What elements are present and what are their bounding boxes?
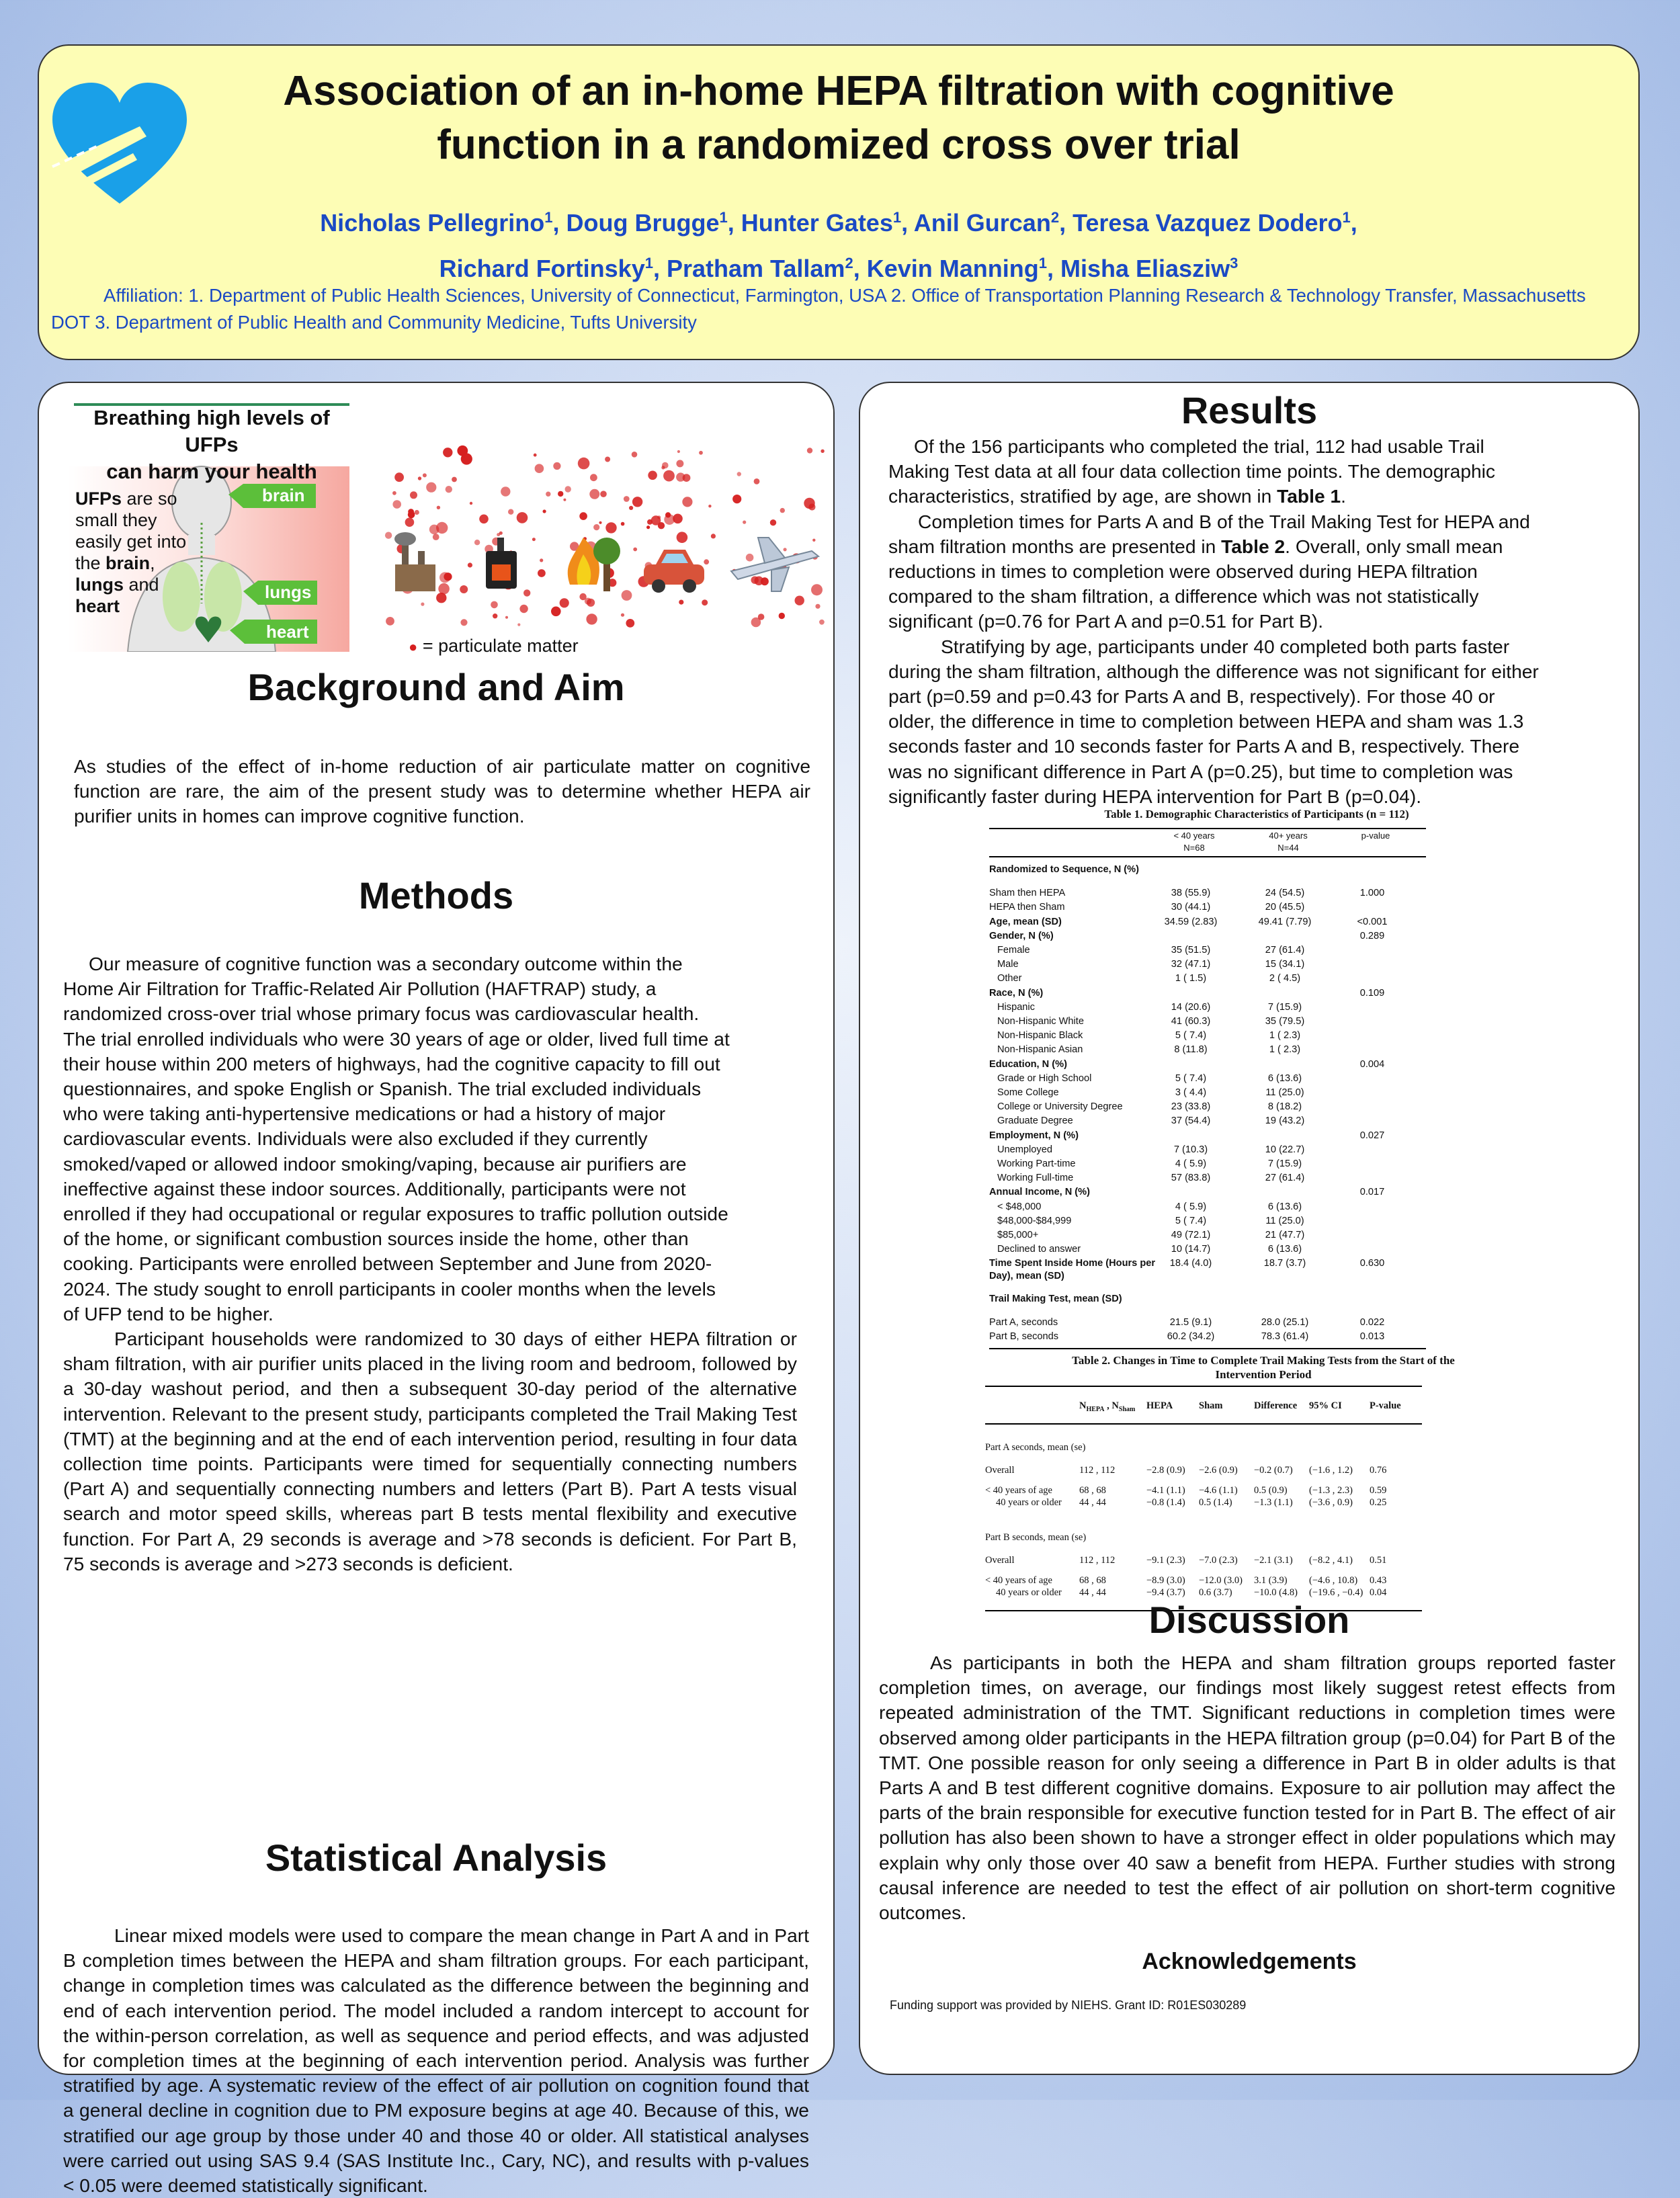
table2-cell: −9.4 (3.7) bbox=[1146, 1587, 1185, 1598]
table2-col-header: P-value bbox=[1370, 1400, 1401, 1411]
table2-row-label: 40 years or older bbox=[996, 1497, 1062, 1508]
table1-row-label: Day), mean (SD) bbox=[989, 1271, 1064, 1282]
table1-cell: 1.000 bbox=[1359, 888, 1385, 899]
table-reference: Table 1 bbox=[1277, 485, 1341, 507]
table1-row bbox=[989, 1059, 1426, 1073]
table2-row bbox=[985, 1555, 1422, 1567]
table2-cell: (−19.6 , −0.4) bbox=[1309, 1587, 1363, 1598]
table1-cell: 1 ( 2.3) bbox=[1269, 1044, 1301, 1056]
table1-cell: 21 (47.7) bbox=[1265, 1230, 1305, 1240]
table1-row bbox=[989, 1044, 1426, 1058]
table1-row bbox=[989, 864, 1426, 878]
table2-cell: 0.5 (0.9) bbox=[1254, 1485, 1288, 1496]
table2-cell: −10.0 (4.8) bbox=[1254, 1587, 1298, 1598]
author-name: Teresa Vazquez Dodero bbox=[1073, 209, 1343, 237]
table2-cell: −9.1 (2.3) bbox=[1146, 1555, 1185, 1566]
table1-cell: 5 ( 7.4) bbox=[1175, 1215, 1207, 1226]
table2-row-label: Overall bbox=[985, 1555, 1015, 1566]
table1-row bbox=[989, 1230, 1426, 1244]
methods-line: Our measure of cognitive function was a secondary outcome within the bbox=[89, 953, 683, 974]
table1-row bbox=[989, 945, 1426, 959]
table1-cell: 41 (60.3) bbox=[1171, 1016, 1211, 1027]
table1-row bbox=[989, 1101, 1426, 1115]
table2-row bbox=[985, 1497, 1422, 1509]
table1-cell: 32 (47.1) bbox=[1171, 959, 1211, 970]
table1-cell: 0.017 bbox=[1359, 1187, 1385, 1198]
airplane-icon bbox=[731, 538, 818, 591]
table1-row bbox=[989, 1331, 1426, 1345]
background-text: As studies of the effect of in-home reduction of air particulate matter on cognitive function are rare, the aim of the present study was to determine whether HEPA air purifier units in homes can improve cognitive function. bbox=[74, 755, 810, 827]
table1-row-label: HEPA then Sham bbox=[989, 902, 1065, 913]
results-line: characteristics, stratified by age, are shown in Table 1. bbox=[888, 485, 1346, 507]
table1-cell: 5 ( 7.4) bbox=[1175, 1030, 1207, 1042]
table1-cell: 0.630 bbox=[1359, 1258, 1385, 1269]
table2-section-title: Part A seconds, mean (se) bbox=[985, 1442, 1086, 1453]
table1-cell: 4 ( 5.9) bbox=[1175, 1201, 1207, 1212]
car-icon bbox=[644, 550, 704, 593]
table1-cell: 1 ( 2.3) bbox=[1269, 1030, 1301, 1042]
table2-cell: 0.04 bbox=[1370, 1587, 1387, 1598]
author-name: Nicholas Pellegrino bbox=[320, 209, 545, 237]
table1-cell: 0.027 bbox=[1359, 1130, 1385, 1141]
svg-text:brain: brain bbox=[262, 485, 305, 505]
table1-row-label: $48,000-$84,999 bbox=[997, 1215, 1072, 1226]
table1-row bbox=[989, 988, 1426, 1002]
table2-cell: −0.2 (0.7) bbox=[1254, 1465, 1293, 1476]
methods-line: The trial enrolled individuals who were 30 years of age or older, lived full time at bbox=[63, 1027, 730, 1050]
table2-cell: (−8.2 , 4.1) bbox=[1309, 1555, 1353, 1566]
svg-text:heart: heart bbox=[266, 622, 309, 642]
table1-row bbox=[989, 931, 1426, 945]
table2-cell: 0.76 bbox=[1370, 1465, 1387, 1476]
author-affiliation-number: 1 bbox=[1342, 209, 1351, 226]
methods-line: randomized cross-over trial whose primary focus was cardiovascular health. bbox=[63, 1003, 700, 1025]
results-line: was no significant difference in Part A (p=0.25), but time to completion was bbox=[888, 760, 1513, 782]
table2-cell: −1.3 (1.1) bbox=[1254, 1497, 1293, 1508]
poster-title: Association of an in-home HEPA filtration with cognitive function in a randomized cross over trial bbox=[283, 68, 1394, 168]
table1-row bbox=[989, 1073, 1426, 1087]
table1-row-label: Part A, seconds bbox=[989, 1316, 1058, 1328]
table2-cell: (−4.6 , 10.8) bbox=[1309, 1575, 1358, 1586]
table2-cell: 0.59 bbox=[1370, 1485, 1387, 1496]
table1-cell: 3 ( 4.4) bbox=[1175, 1087, 1207, 1098]
table2-col-header: 95% CI bbox=[1309, 1400, 1342, 1411]
methods-line: cardiovascular events. Individuals were also excluded if they currently bbox=[63, 1128, 648, 1150]
table1-row-label: Sham then HEPA bbox=[989, 888, 1066, 899]
table1-cell: 49.41 (7.79) bbox=[1258, 916, 1312, 927]
table1-row-label: Hispanic bbox=[997, 1001, 1035, 1013]
results-line: Stratifying by age, participants under 40 completed both parts faster bbox=[941, 635, 1510, 657]
table1-cell: 6 (13.6) bbox=[1267, 1072, 1302, 1084]
infographic-text-line: easily get into bbox=[75, 532, 187, 552]
table2-section-title: Part B seconds, mean (se) bbox=[985, 1532, 1087, 1543]
table2-cell: −2.6 (0.9) bbox=[1199, 1465, 1238, 1476]
left-column-panel bbox=[38, 382, 835, 2197]
table2-cell: −4.1 (1.1) bbox=[1146, 1485, 1185, 1496]
table1-row-label: Male bbox=[997, 959, 1019, 970]
table2-cell: 0.51 bbox=[1370, 1555, 1387, 1566]
results-text bbox=[888, 434, 1628, 809]
methods-line: of the home, or significant combustion sources inside the home, other than bbox=[63, 1228, 689, 1250]
table2-cell: 0.43 bbox=[1370, 1575, 1387, 1586]
affiliation-text: Affiliation: 1. Department of Public Health Sciences, University of Connecticut, Farmington, USA 2. Office of Transportation Planning Research & Technology Transfer, Massachusetts DOT 3. Department of Public Health and Community Medicine, Tufts University bbox=[51, 285, 1586, 333]
methods-line: who were taking anti-hypertensive medications or had a history of major bbox=[63, 1103, 666, 1125]
particulate-sources-graphic bbox=[382, 443, 839, 659]
table1-row bbox=[989, 1130, 1426, 1144]
table1-row bbox=[989, 1216, 1426, 1230]
table1-cell: 4 ( 5.9) bbox=[1175, 1158, 1207, 1169]
infographic-text-line: small they bbox=[75, 510, 157, 530]
table2-cell: −8.9 (3.0) bbox=[1146, 1575, 1185, 1586]
table1-row-label: Some College bbox=[997, 1087, 1059, 1098]
table2-col-header: HEPA bbox=[1146, 1400, 1173, 1411]
heart-logo-icon bbox=[39, 73, 200, 214]
table1-row bbox=[989, 1087, 1426, 1101]
table-rule bbox=[989, 1348, 1426, 1349]
table1-row bbox=[989, 1030, 1426, 1044]
table1-cell: 34.59 (2.83) bbox=[1164, 916, 1218, 927]
results-line: significant (p=0.76 for Part A and p=0.51 for Part B). bbox=[888, 610, 1324, 632]
table1-row bbox=[989, 1016, 1426, 1030]
table1-cell: 18.7 (3.7) bbox=[1263, 1258, 1306, 1269]
methods-line: cooking. Participants were enrolled between September and June from 2020- bbox=[63, 1253, 712, 1275]
table1-cell: 7 (10.3) bbox=[1173, 1144, 1208, 1155]
table1-row bbox=[989, 1115, 1426, 1130]
table1-row-label: Education, N (%) bbox=[989, 1058, 1067, 1070]
author-affiliation-number: 1 bbox=[719, 209, 728, 226]
table2-cell: 0.5 (1.4) bbox=[1199, 1497, 1232, 1508]
table1-cell: 28.0 (25.1) bbox=[1261, 1316, 1309, 1328]
table2-n-header: $N_{HEPA}$ , $N_{Sham}$ bbox=[1079, 1400, 1136, 1413]
table2-cell: −7.0 (2.3) bbox=[1199, 1555, 1238, 1566]
table1-cell: 60.2 (34.2) bbox=[1167, 1331, 1215, 1342]
results-line: during the sham filtration, although the difference was not significant for either bbox=[888, 660, 1539, 682]
infographic-text-line: lungs and bbox=[75, 575, 159, 595]
table2-cell: 112 , 112 bbox=[1079, 1555, 1116, 1566]
methods-line: 2024. The study sought to enroll participants in cooler months when the levels bbox=[63, 1277, 716, 1300]
table1-cell: 7 (15.9) bbox=[1267, 1158, 1302, 1169]
author-affiliation-number: 1 bbox=[892, 209, 902, 226]
methods-line: enrolled if they had occupational or regular exposures to traffic pollution outside bbox=[63, 1203, 728, 1225]
table1-row-label: Trail Making Test, mean (SD) bbox=[989, 1293, 1122, 1304]
table2-cell: −12.0 (3.0) bbox=[1199, 1575, 1243, 1586]
results-line: Completion times for Parts A and B of the Trail Making Test for HEPA and bbox=[918, 510, 1530, 532]
table2-cell: −0.8 (1.4) bbox=[1146, 1497, 1185, 1508]
table1-cell: 15 (34.1) bbox=[1265, 959, 1305, 970]
table-reference: Table 2 bbox=[1221, 535, 1286, 557]
table2-row-label: < 40 years of age bbox=[985, 1485, 1052, 1496]
results-line: significantly faster during HEPA intervention for Part B (p=0.04). bbox=[888, 785, 1422, 807]
table1-row bbox=[989, 1187, 1426, 1201]
table1-cell: 0.004 bbox=[1359, 1058, 1385, 1070]
table1 bbox=[989, 828, 1426, 1342]
table1-row-label: $85,000+ bbox=[997, 1230, 1039, 1240]
table1-cell: 38 (55.9) bbox=[1171, 888, 1211, 899]
table1-row bbox=[989, 1201, 1426, 1216]
methods-line: their house within 200 meters of highways, had the cognitive capacity to fill out bbox=[63, 1052, 720, 1074]
factory-icon bbox=[394, 532, 435, 591]
table1-row-label: Female bbox=[997, 945, 1030, 956]
table1-cell: 27 (61.4) bbox=[1265, 945, 1305, 956]
table2-row-label: 40 years or older bbox=[996, 1587, 1062, 1598]
table1-cell: <0.001 bbox=[1357, 916, 1388, 927]
table1-row bbox=[989, 888, 1426, 902]
table1-cell: 20 (45.5) bbox=[1265, 902, 1305, 913]
table1-col-n: N=68 bbox=[1183, 843, 1205, 853]
table-rule bbox=[989, 856, 1426, 857]
author-affiliation-number: 1 bbox=[1038, 255, 1047, 271]
table2-cell: (−1.3 , 2.3) bbox=[1309, 1485, 1353, 1496]
methods-line: ineffective against these indoor sources. Additionally, participants were not bbox=[63, 1177, 686, 1199]
table1-cell: 6 (13.6) bbox=[1267, 1244, 1302, 1255]
table1-row bbox=[989, 1173, 1426, 1187]
brain-label bbox=[228, 484, 316, 508]
table2-cell: 44 , 44 bbox=[1079, 1587, 1106, 1598]
table1-cell: 35 (51.5) bbox=[1171, 945, 1211, 956]
table1-cell: 37 (54.4) bbox=[1171, 1115, 1211, 1127]
acknowledgements-text: Funding support was provided by NIEHS. Grant ID: R01ES030289 bbox=[890, 1998, 1247, 2012]
table1-cell: 30 (44.1) bbox=[1171, 902, 1211, 913]
table2-row bbox=[985, 1465, 1422, 1477]
author-name: Richard Fortinsky bbox=[439, 255, 645, 282]
author-name: Hunter Gates bbox=[741, 209, 893, 237]
author-affiliation-number: 2 bbox=[845, 255, 853, 271]
author-affiliation-number: 3 bbox=[1230, 255, 1238, 271]
particle-dot-icon: ● bbox=[409, 638, 418, 655]
methods-paragraph-1 bbox=[63, 952, 823, 1326]
table1-row-label: Unemployed bbox=[997, 1144, 1052, 1155]
table1-row-label: Part B, seconds bbox=[989, 1331, 1059, 1342]
lungs-label bbox=[243, 581, 317, 605]
table1-row bbox=[989, 1002, 1426, 1016]
discussion-heading: Discussion bbox=[1148, 1599, 1350, 1641]
table-rule bbox=[989, 828, 1426, 829]
discussion-text: As participants in both the HEPA and sham filtration groups reported faster completion times, on average, our findings most likely suggest retest effects from repeated administration of the TMT. Significant reductions in completion times were observed among older participants in the HEPA filtration group (p=0.04) for Part B of the TMT. One possible reason for only seeing a difference in Part B in older adults is that Parts A and B test different cognitive domains. Exposure to air pollution may affect the parts of the brain responsible for executive function tested for in Part B. The effect of air pollution has also been shown to have a stronger effect in older populations which may explain why only those over 40 saw a benefit from HEPA. Further studies with strong causal inference are needed to test the effect of air pollution on short-term cognitive outcomes. bbox=[879, 1652, 1615, 1924]
infographic-title: Breathing high levels of UFPs can harm your health bbox=[93, 406, 330, 483]
table1-row-label: Grade or High School bbox=[997, 1072, 1092, 1084]
author-affiliation-number: 2 bbox=[1050, 209, 1060, 226]
table1-row-label: Non-Hispanic White bbox=[997, 1016, 1084, 1027]
table1-row-label: Other bbox=[997, 973, 1022, 984]
infographic-text-line: heart bbox=[75, 596, 120, 616]
methods-line: Home Air Filtration for Traffic-Related Air Pollution (HAFTRAP) study, a bbox=[63, 978, 657, 1000]
author-name: Misha Eliasziw bbox=[1060, 255, 1230, 282]
table2-cell: 0.25 bbox=[1370, 1497, 1387, 1508]
authors-line-2: Richard Fortinsky$^1$, Pratham Tallam$^2$, Kevin Manning$^1$, Misha Eliasziw$^3$ bbox=[439, 255, 1238, 282]
table1-cell: 21.5 (9.1) bbox=[1169, 1316, 1212, 1328]
table1-row bbox=[989, 917, 1426, 931]
table2-cell: 68 , 68 bbox=[1079, 1575, 1106, 1586]
table2-row-label: < 40 years of age bbox=[985, 1575, 1052, 1586]
table1-row-label: Employment, N (%) bbox=[989, 1130, 1079, 1141]
table1-row bbox=[989, 902, 1426, 916]
table1-row-label: Declined to answer bbox=[997, 1244, 1081, 1255]
table1-cell: 78.3 (61.4) bbox=[1261, 1331, 1309, 1342]
table1-cell: 10 (22.7) bbox=[1265, 1144, 1305, 1155]
author-name: Pratham Tallam bbox=[667, 255, 845, 282]
table1-col-header: < 40 years bbox=[1173, 831, 1215, 841]
table1-cell: 19 (43.2) bbox=[1265, 1115, 1305, 1127]
table1-cell: 2 ( 4.5) bbox=[1269, 973, 1301, 984]
table2-cell: 112 , 112 bbox=[1079, 1465, 1116, 1476]
results-line: seconds faster and 10 seconds faster for Parts A and B, respectively. There bbox=[888, 735, 1520, 757]
table2-cell: (−1.6 , 1.2) bbox=[1309, 1465, 1353, 1476]
stats-text: Linear mixed models were used to compare the mean change in Part A and in Part B completion times between the HEPA and sham filtration groups. For each participant, change in completion times was calculated as the difference between the beginning and end of each intervention period. The model included a random intercept to account for the within-person correlation, as well as sequence and period effects, and was adjusted for completion times at the beginning of each intervention period. Analysis was further stratified by age. A systematic review of the effect of air pollution on cognition found that a general decline in cognition due to PM exposure begins at age 40. Because of this, we stratified our age group by those under 40 and those 40 or older. All statistical analyses were carried out using SAS 9.4 (SAS Institute Inc., Cary, NC), and results with p-values < 0.05 were deemed statistically significant. bbox=[63, 1925, 809, 2197]
results-line: sham filtration months are presented in Table 2. Overall, only small mean bbox=[888, 535, 1503, 557]
results-line: compared to the sham filtration, a difference which was not statistically bbox=[888, 585, 1479, 607]
table1-caption: Table 1. Demographic Characteristics of Participants (n = 112) bbox=[1104, 808, 1409, 820]
table1-cell: 0.022 bbox=[1359, 1316, 1385, 1328]
table1-row-label: Gender, N (%) bbox=[989, 930, 1054, 941]
infographic-text bbox=[75, 488, 186, 617]
author-affiliation-number: 1 bbox=[544, 209, 553, 226]
table2-cell: 3.1 (3.9) bbox=[1254, 1575, 1288, 1586]
table1-row-label: Age, mean (SD) bbox=[989, 916, 1062, 927]
table1-cell: 0.013 bbox=[1359, 1331, 1385, 1342]
author-name: Kevin Manning bbox=[866, 255, 1039, 282]
table1-cell: 10 (14.7) bbox=[1171, 1244, 1211, 1255]
table1-cell: 8 (11.8) bbox=[1174, 1044, 1208, 1056]
methods-heading: Methods bbox=[358, 874, 514, 917]
table1-cell: 35 (79.5) bbox=[1265, 1016, 1305, 1027]
authors-line-1: Nicholas Pellegrino$^1$, Doug Brugge$^1$, Hunter Gates$^1$, Anil Gurcan$^2$, Teresa Vazquez Dodero$^1$, bbox=[320, 209, 1357, 237]
table1-col-n: N=44 bbox=[1277, 843, 1299, 853]
infographic-text-line: the brain, bbox=[75, 553, 155, 573]
svg-text:lungs: lungs bbox=[265, 582, 312, 602]
table1-row bbox=[989, 1294, 1426, 1308]
author-name: Doug Brugge bbox=[566, 209, 720, 237]
ufp-infographic bbox=[67, 402, 349, 652]
table1-cell: 27 (61.4) bbox=[1265, 1173, 1305, 1184]
background-heading: Background and Aim bbox=[247, 666, 625, 708]
results-line: part (p=0.59 and p=0.43 for Parts A and B, respectively). For those 40 or bbox=[888, 685, 1495, 708]
table2-cell: 0.6 (3.7) bbox=[1199, 1587, 1232, 1598]
table1-cell: 5 ( 7.4) bbox=[1175, 1072, 1207, 1084]
header-panel bbox=[38, 44, 1640, 360]
table2-col-header: Difference bbox=[1254, 1400, 1298, 1411]
methods-line: of UFP tend to be higher. bbox=[63, 1302, 274, 1324]
table1-row bbox=[989, 1244, 1426, 1258]
table1-cell: 24 (54.5) bbox=[1265, 888, 1305, 899]
results-heading: Results bbox=[1181, 389, 1318, 431]
table1-row bbox=[989, 1158, 1426, 1173]
table1-row bbox=[989, 973, 1426, 987]
table1-row-label: Time Spent Inside Home (Hours per bbox=[989, 1258, 1156, 1269]
table2-cell: −2.8 (0.9) bbox=[1146, 1465, 1185, 1476]
methods-paragraph-2: Participant households were randomized to 30 days of either HEPA filtration or sham filtration, with air purifier units placed in the living room and bedroom, followed by a 30-day washout period, and then a subsequent 30-day period of the alternative intervention. Relevant to the present study, participants completed the Trail Making Test (TMT) at the beginning and at the end of each intervention period, resulting in four data collection time points. Participants were timed for sequentially connecting numbers (Part A) and sequentially connecting numbers and letters (Part B). Part A tests visual search and motor speed skills, whereas part B tests mental flexibility and executive function. For Part A, 29 seconds is average and >78 seconds is deficient. For Part B, 75 seconds is average and >273 seconds is deficient. bbox=[63, 1328, 797, 1574]
table1-cell: 18.4 (4.0) bbox=[1169, 1258, 1212, 1269]
table2-row-label: Overall bbox=[985, 1465, 1015, 1476]
table1-cell: 0.109 bbox=[1359, 987, 1385, 999]
table1-row bbox=[989, 1144, 1426, 1158]
table2-cell: −2.1 (3.1) bbox=[1254, 1555, 1293, 1566]
methods-line: questionnaires, and spoke English or Spanish. The trial excluded individuals bbox=[63, 1078, 702, 1100]
table1-cell: 23 (33.8) bbox=[1171, 1101, 1211, 1113]
table1-col-header: 40+ years bbox=[1269, 831, 1308, 841]
table1-row bbox=[989, 1317, 1426, 1331]
author-name: Anil Gurcan bbox=[913, 209, 1051, 237]
table1-row-label: Working Full-time bbox=[997, 1173, 1074, 1184]
table2-cell: 44 , 44 bbox=[1079, 1497, 1106, 1508]
table1-row-label: Working Part-time bbox=[997, 1158, 1076, 1169]
heart-label bbox=[230, 620, 317, 644]
author-list bbox=[146, 198, 1531, 289]
table2-cell: 68 , 68 bbox=[1079, 1485, 1106, 1496]
table2-caption: Table 2. Changes in Time to Complete Trail Making Tests from the Start of the Intervention Period bbox=[1072, 1354, 1455, 1381]
table1-row-label: < $48,000 bbox=[997, 1201, 1042, 1212]
table1-row-label: Graduate Degree bbox=[997, 1115, 1073, 1127]
results-line: reductions in times to completion were observed during HEPA filtration bbox=[888, 560, 1478, 583]
acknowledgements-heading: Acknowledgements bbox=[1142, 1949, 1357, 1974]
table1-row-label: Non-Hispanic Black bbox=[997, 1030, 1083, 1042]
particulate-legend: ● = particulate matter bbox=[409, 636, 579, 656]
table2-cell: (−3.6 , 0.9) bbox=[1309, 1497, 1353, 1508]
table1-cell: 0.289 bbox=[1359, 930, 1385, 941]
table1-cell: 6 (13.6) bbox=[1267, 1201, 1302, 1212]
table2-row bbox=[985, 1575, 1422, 1587]
methods-line: smoked/vaped or allowed indoor smoking/vaping, because air purifiers are bbox=[63, 1152, 687, 1175]
table2-col-header: Sham bbox=[1199, 1400, 1223, 1411]
table1-row bbox=[989, 1258, 1426, 1272]
table1-cell: 57 (83.8) bbox=[1171, 1173, 1211, 1184]
table1-cell: 14 (20.6) bbox=[1171, 1001, 1211, 1013]
author-affiliation-number: 1 bbox=[644, 255, 653, 271]
table1-cell: 49 (72.1) bbox=[1171, 1230, 1211, 1240]
table-rule bbox=[985, 1423, 1422, 1425]
infographic-text-line: UFPs are so bbox=[75, 489, 177, 509]
table1-row-label: College or University Degree bbox=[997, 1101, 1123, 1113]
table1-row bbox=[989, 959, 1426, 973]
table1-row-label: Race, N (%) bbox=[989, 987, 1044, 999]
table1-col-header: p-value bbox=[1361, 831, 1390, 841]
table2-cell: −4.6 (1.1) bbox=[1199, 1485, 1238, 1496]
right-column-panel bbox=[859, 382, 1640, 2075]
table1-cell: 8 (18.2) bbox=[1267, 1101, 1302, 1113]
table1-row-label: Non-Hispanic Asian bbox=[997, 1044, 1083, 1056]
results-line: older, the difference in time to completion between HEPA and sham was 1.3 bbox=[888, 710, 1524, 732]
table2-row bbox=[985, 1485, 1422, 1497]
table1-row-label: Annual Income, N (%) bbox=[989, 1187, 1090, 1198]
stats-heading: Statistical Analysis bbox=[265, 1836, 607, 1879]
table1-row-label: Randomized to Sequence, N (%) bbox=[989, 864, 1139, 875]
table1-cell: 11 (25.0) bbox=[1265, 1215, 1304, 1226]
table-rule bbox=[985, 1386, 1422, 1387]
table1-cell: 7 (15.9) bbox=[1267, 1001, 1302, 1013]
table1-cell: 1 ( 1.5) bbox=[1175, 973, 1207, 984]
table1-cell: 11 (25.0) bbox=[1265, 1087, 1304, 1098]
results-line: Making Test data at all four data collection time points. The demographic bbox=[888, 460, 1496, 482]
results-line: Of the 156 participants who completed the trial, 112 had usable Trail bbox=[914, 435, 1484, 457]
